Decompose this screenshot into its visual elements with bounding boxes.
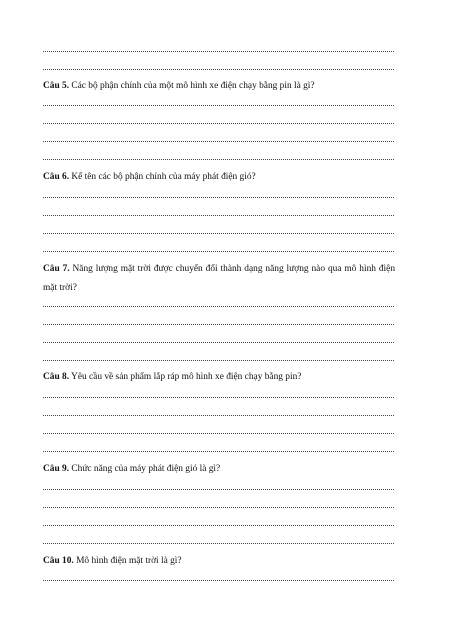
answer-line — [43, 543, 394, 544]
answer-line — [43, 197, 394, 198]
question-text: Kể tên các bộ phận chính của máy phát điện gió? — [69, 172, 256, 182]
question-text: Yêu cầu về sản phẩm lắp ráp mô hình xe điện chạy bằng pin? — [69, 372, 302, 382]
question-10 — [43, 555, 395, 567]
question-text: Các bộ phận chính của một mô hình xe điện chạy bằng pin là gì? — [69, 81, 315, 91]
answer-line — [43, 251, 394, 252]
answer-line — [43, 233, 394, 234]
question-5 — [43, 80, 395, 92]
question-6 — [43, 171, 395, 183]
answer-line — [43, 324, 394, 325]
answer-line — [43, 397, 394, 398]
answer-line — [43, 105, 394, 106]
answer-line — [43, 159, 394, 160]
question-text: Mô hình điện mặt trời là gì? — [73, 556, 182, 566]
question-number: Câu 7. — [43, 264, 70, 274]
question-number: Câu 9. — [43, 464, 70, 474]
question-text: Năng lượng mặt trời được chuyển đổi thành dạng năng lượng nào qua mô hình điện mặt trời? — [43, 264, 396, 293]
question-8 — [43, 371, 395, 383]
answer-line — [43, 141, 394, 142]
answer-line — [43, 580, 394, 581]
answer-line — [43, 433, 394, 434]
question-number: Câu 8. — [43, 372, 70, 382]
answer-line — [43, 525, 394, 526]
answer-line — [43, 489, 394, 490]
question-number: Câu 10. — [43, 556, 74, 566]
answer-line — [43, 451, 394, 452]
answer-line — [43, 360, 394, 361]
answer-line — [43, 215, 394, 216]
question-number: Câu 6. — [43, 172, 70, 182]
answer-line — [43, 306, 394, 307]
question-7 — [43, 260, 395, 298]
answer-line — [43, 507, 394, 508]
answer-line — [43, 342, 394, 343]
answer-line — [43, 415, 394, 416]
question-9 — [43, 463, 395, 475]
question-number: Câu 5. — [43, 81, 70, 91]
answer-line — [43, 123, 394, 124]
answer-line — [43, 51, 394, 52]
answer-line — [43, 69, 394, 70]
question-text: Chức năng của máy phát điện gió là gì? — [69, 464, 221, 474]
